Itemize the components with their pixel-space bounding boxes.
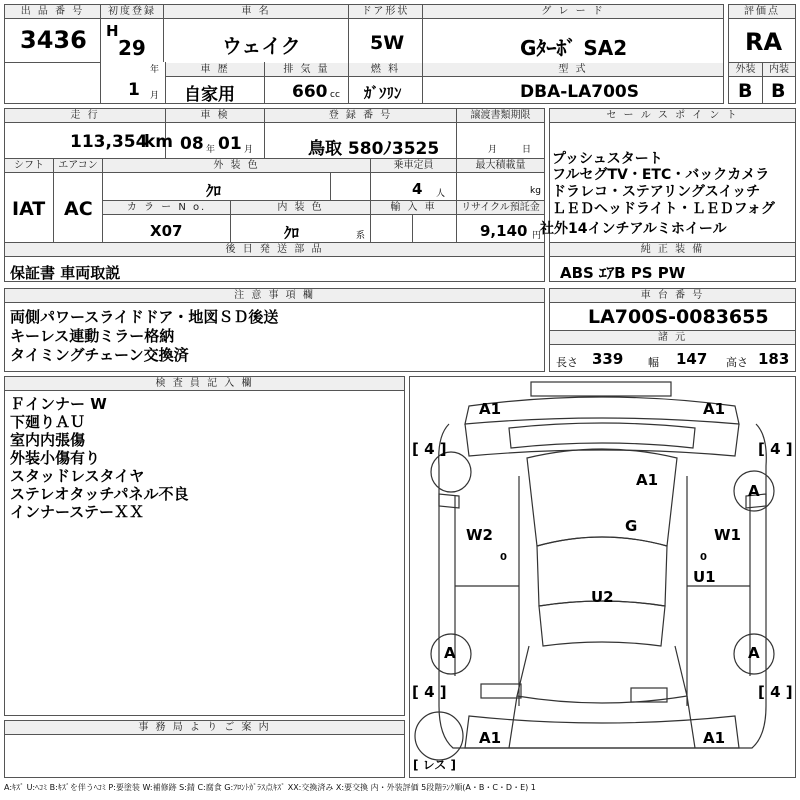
reg-year: 29 [118,36,146,60]
header-inspector: 検 査 員 記 入 欄 [5,377,404,391]
chassis-number: LA700S-0083655 [588,306,769,328]
header-capacity: 乗車定員 [371,159,456,173]
interior-color-unit: 系 [356,231,366,241]
shift-value: IAT [12,198,46,220]
transfer-day-unit: 日 [522,145,532,155]
aircon-value: AC [64,198,93,220]
color-number: X07 [150,222,183,240]
mark-left-zero: 0 [500,552,507,563]
sales-point-3: ドラレコ・ステアリングスイッチ [552,184,761,200]
damage-rear-left: A1 [479,729,502,747]
transfer-month-unit: 月 [488,145,498,155]
tread-front-right: [ 4 ] [758,440,793,458]
header-interior: 内装 [763,63,795,77]
caution-2: キーレス連動ミラー格納 [10,327,175,345]
sales-point-5: 社外14インチアルミホイール [540,221,727,237]
inspector-note-4: 外装小傷有り [10,449,101,467]
spare-tire-status: [ レス ] [413,758,456,772]
header-dimensions: 諸 元 [550,331,795,345]
displacement: 660 [292,82,328,102]
sales-point-1: プッシュスタート [552,151,663,167]
width-label: 幅 [648,356,659,369]
reg-year-unit: 年 [150,65,160,75]
later-parts: 保証書 車両取説 [10,264,121,282]
header-door-type: ドア形状 [349,5,422,19]
damage-right-rear: U1 [693,568,716,586]
header-rating: 評価点 [729,5,795,19]
header-displacement: 排 気 量 [265,63,348,77]
header-caution: 注 意 事 項 欄 [5,289,544,303]
header-reg-no: 登 録 番 号 [265,109,456,123]
header-chassis-no: 車 台 番 号 [550,289,795,303]
mileage-unit: km [144,132,174,152]
header-sales-points: セ ー ル ス ポ イ ン ト [550,109,795,123]
header-office: 事 務 局 よ り ご 案 内 [5,721,404,735]
inspector-note-7: インナーステーＸＸ [10,503,144,521]
exterior-grade: B [738,80,753,102]
damage-wheel-rear-left: A [444,644,456,662]
header-lot-no: 出 品 番 号 [5,5,100,19]
header-color-no: カ ラ ー N o. [103,201,230,215]
caution-3: タイミングチェーン交換済 [10,346,189,364]
mark-right-zero: 0 [700,552,707,563]
exterior-color: ｸﾛ [206,182,222,200]
header-history: 車 歴 [166,63,264,77]
header-equipment: 純 正 装 備 [550,243,795,257]
header-grade: グ レ ー ド [423,5,723,19]
model-type: DBA-LA700S [520,82,639,102]
header-int-color: 内 装 色 [231,201,370,215]
tread-rear-left: [ 4 ] [412,683,447,701]
damage-wheel-front-right: A [748,482,760,500]
lot-number: 3436 [20,26,87,54]
equipment: ABS ｴｱB PS PW [560,264,686,282]
damage-windshield: G [625,517,638,535]
recycle-fee-unit: 円 [532,231,542,241]
inspector-note-6: ステレオタッチパネル不良 [10,485,189,503]
grade: Gﾀｰﾎﾞ SA2 [520,36,628,60]
damage-front-left: A1 [479,400,502,418]
capacity-unit: 人 [436,189,446,199]
damage-legend: A:ｷｽﾞ U:ﾍｺﾐ B:ｷｽﾞを伴うﾍｺﾐ P:要塗装 W:補修跡 S:錆 C:腐食 G:ﾌﾛﾝﾄｶﾞﾗｽ点ｷｽﾞ XX:交換済み X:要交換 内・外装評価 5段階ﾗﾝｸ順(A・B・C・D・E) 1 [4,783,536,792]
header-car-name: 車 名 [164,5,348,19]
displacement-unit: cc [330,90,340,100]
header-max-load: 最大積載量 [457,159,544,173]
damage-floor: U2 [591,588,614,606]
width-value: 147 [676,350,708,368]
length-value: 339 [592,350,624,368]
rating-value: RA [745,28,783,56]
inspection-month-unit: 月 [244,145,254,155]
inspector-note-5: スタッドレスタイヤ [10,467,145,485]
damage-left-door: W2 [466,526,493,544]
height-label: 高さ [726,356,748,369]
registration-number: 鳥取 580ﾉ3525 [308,139,440,159]
car-history: 自家用 [184,85,235,105]
inspector-note-2: 下廻りＡＵ [10,413,86,431]
sales-point-2: フルセグTV・ETC・バックカメラ [552,167,770,183]
mileage: 113,354 [70,132,148,152]
fuel: ｶﾞｿﾘﾝ [364,84,402,102]
damage-hood: A1 [636,471,659,489]
interior-color: ｸﾛ [284,224,300,242]
car-name: ウェイク [222,34,301,58]
sales-point-4: ＬＥＤヘッドライト・ＬＥＤフォグ [552,201,775,217]
header-exterior: 外装 [729,63,762,77]
capacity: 4 [412,180,423,198]
header-transfer-docs: 譲渡書類期限 [457,109,544,123]
max-load-unit: kg [530,186,541,196]
reg-month-unit: 月 [150,91,160,101]
damage-front-right: A1 [703,400,726,418]
length-label: 長さ [556,356,578,369]
door-type: 5W [370,32,405,54]
tread-rear-right: [ 4 ] [758,683,793,701]
caution-1: 両側パワースライドドア・地図ＳＤ後送 [10,308,279,326]
header-import: 輸 入 車 [371,201,456,215]
header-shift: シフト [5,159,53,173]
header-mileage: 走 行 [5,109,165,123]
recycle-fee: 9,140 [480,222,528,240]
car-outline-diagram [409,376,796,778]
inspector-note-1: Ｆインナー W [10,395,107,413]
header-fuel: 燃 料 [349,63,422,77]
header-later-parts: 後 日 発 送 部 品 [5,243,544,257]
header-ext-color: 外 装 色 [103,159,370,173]
reg-month: 1 [128,80,140,100]
header-aircon: エアコン [54,159,102,173]
header-model-type: 型 式 [423,63,723,77]
height-value: 183 [758,350,790,368]
header-inspection: 車 検 [166,109,264,123]
era-letter: H [106,22,119,40]
interior-grade: B [771,80,786,102]
inspector-note-3: 室内内張傷 [10,431,86,449]
damage-wheel-rear-right: A [748,644,760,662]
header-recycle: リサイクル預託金 [457,201,544,215]
damage-rear-right: A1 [703,729,726,747]
header-first-reg: 初度登録 [101,5,163,19]
inspection-year: 08 [180,134,204,154]
damage-right-door: W1 [714,526,741,544]
inspection-month: 01 [218,134,242,154]
inspection-year-unit: 年 [206,145,216,155]
tread-front-left: [ 4 ] [412,440,447,458]
